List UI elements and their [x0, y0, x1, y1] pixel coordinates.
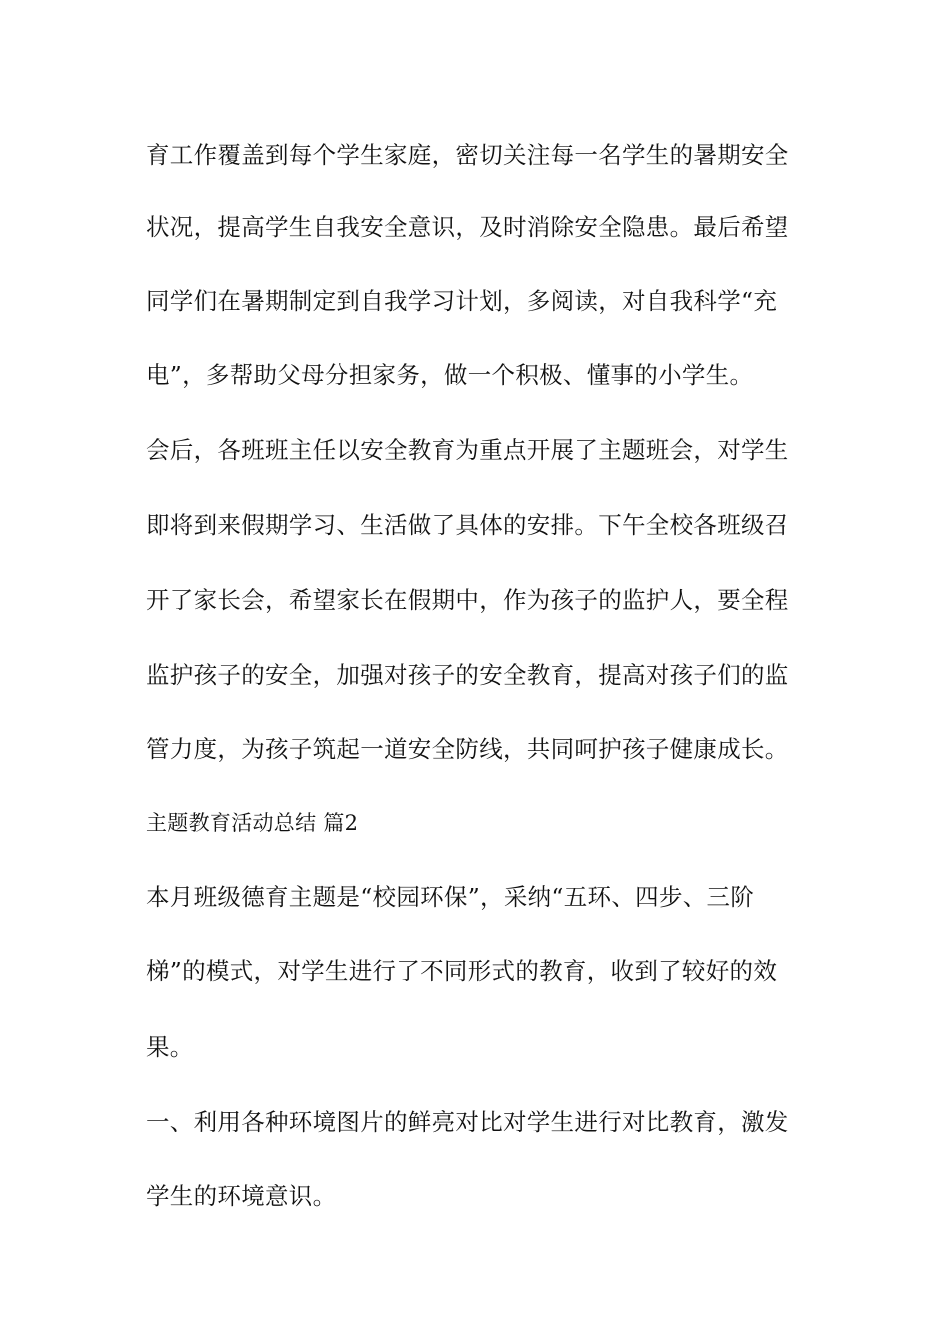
paragraph-line: 监护孩子的安全，加强对孩子的安全教育，提高对孩子们的监: [146, 661, 789, 689]
paragraph-line: 育工作覆盖到每个学生家庭，密切关注每一名学生的暑期安全: [146, 141, 789, 169]
paragraph-line: 学生的环境意识。: [146, 1182, 337, 1210]
paragraph-line: 梯”的模式，对学生进行了不同形式的教育，收到了较好的效: [146, 957, 778, 985]
paragraph-line: 管力度，为孩子筑起一道安全防线，共同呵护孩子健康成长。: [146, 735, 789, 763]
paragraph-line: 开了家长会，希望家长在假期中，作为孩子的监护人，要全程: [146, 586, 789, 614]
paragraph-line: 电”，多帮助父母分担家务，做一个积极、懂事的小学生。: [146, 361, 754, 389]
paragraph-line: 果。: [146, 1033, 194, 1061]
paragraph-line: 一、利用各种环境图片的鲜亮对比对学生进行对比教育，激发: [146, 1108, 789, 1136]
paragraph-line: 即将到来假期学习、生活做了具体的安排。下午全校各班级召: [146, 511, 789, 539]
paragraph-line: 会后，各班班主任以安全教育为重点开展了主题班会，对学生: [146, 436, 789, 464]
paragraph-line: 同学们在暑期制定到自我学习计划，多阅读，对自我科学“充: [146, 287, 778, 315]
paragraph-line: 本月班级德育主题是“校园环保”，采纳“五环、四步、三阶: [146, 883, 755, 911]
section-heading: 主题教育活动总结 篇2: [146, 811, 359, 835]
paragraph-line: 状况，提高学生自我安全意识，及时消除安全隐患。最后希望: [146, 213, 789, 241]
